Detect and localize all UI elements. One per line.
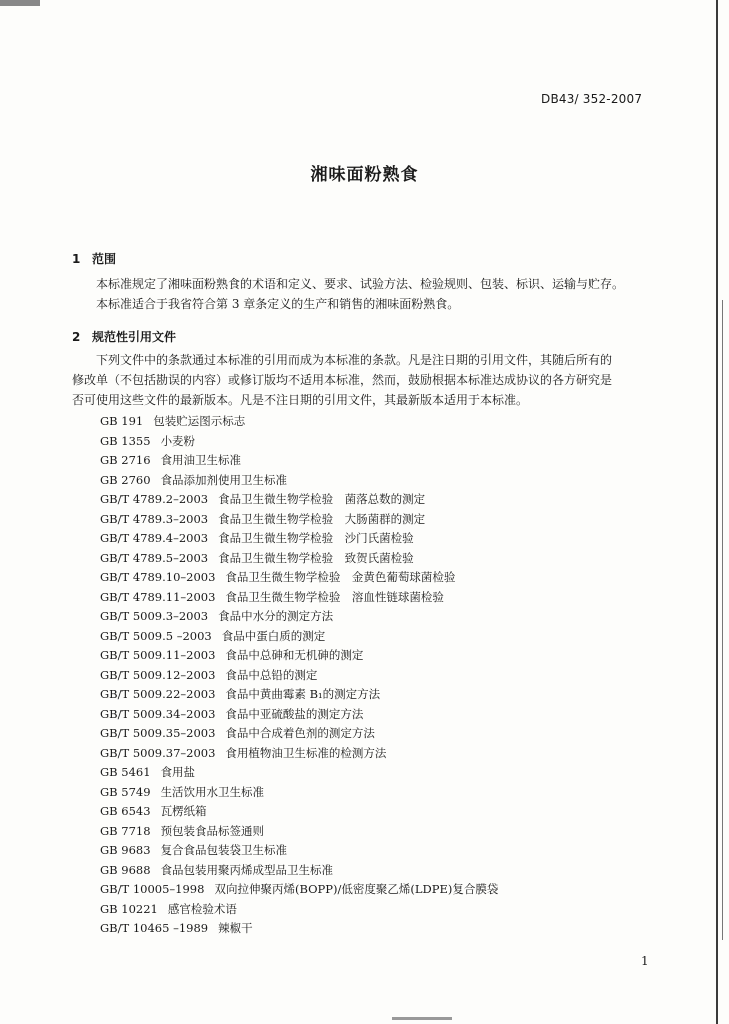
reference-item	[100, 900, 660, 920]
reference-code: GB/T 4789.5–2003	[100, 550, 209, 565]
reference-code: GB 191	[100, 414, 144, 428]
reference-code: GB/T 5009.35–2003	[100, 726, 216, 740]
reference-title: 食品中总铅的测定	[225, 667, 318, 682]
document-code: DB43/ 352-2007	[541, 92, 643, 106]
section-2-heading	[72, 328, 176, 345]
reference-item	[100, 627, 660, 647]
reference-title: 食品添加剂使用卫生标准	[160, 472, 288, 487]
reference-code: GB/T 5009.37–2003	[100, 745, 216, 760]
reference-code: GB 2760	[100, 472, 151, 487]
reference-title: 食品中合成着色剂的测定方法	[225, 726, 375, 740]
reference-title: 食品中亚硫酸盐的测定方法	[225, 706, 364, 721]
reference-item	[100, 841, 660, 861]
reference-item	[100, 412, 660, 432]
reference-item	[100, 724, 660, 744]
section-2-intro-line-1: 下列文件中的条款通过本标准的引用而成为本标准的条款。凡是注日期的引用文件，其随后所有的	[96, 353, 613, 367]
reference-title: 食品卫生微生物学检验 金黄色葡萄球菌检验	[225, 570, 456, 584]
reference-code: GB 5749	[100, 784, 151, 799]
reference-code: GB 9683	[100, 843, 151, 857]
reference-code: GB 7718	[100, 823, 151, 838]
reference-code: GB 1355	[100, 433, 151, 448]
reference-code: GB/T 4789.3–2003	[100, 511, 209, 526]
reference-item	[100, 685, 660, 705]
reference-item	[100, 646, 660, 666]
reference-item	[100, 763, 660, 783]
reference-item	[100, 802, 660, 822]
scan-edge-line-secondary	[722, 300, 723, 940]
reference-item	[100, 919, 660, 939]
reference-code: GB/T 10005–1998	[100, 882, 205, 896]
reference-item	[100, 510, 660, 530]
reference-code: GB/T 5009.5 –2003	[100, 628, 212, 643]
reference-title: 感官检验术语	[167, 901, 237, 916]
reference-item	[100, 432, 660, 452]
reference-item	[100, 490, 660, 510]
reference-code: GB 6543	[100, 804, 151, 818]
reference-item	[100, 529, 660, 549]
reference-title: 食品中蛋白质的测定	[221, 628, 326, 643]
scan-artifact-top	[0, 0, 40, 6]
reference-code: GB 2716	[100, 453, 151, 467]
reference-code: GB/T 5009.12–2003	[100, 667, 216, 682]
section-1-paragraph-1: 本标准规定了湘味面粉熟食的术语和定义、要求、试验方法、检验规则、包装、标识、运输与贮存。	[96, 277, 625, 291]
reference-title: 瓦楞纸箱	[160, 804, 207, 818]
reference-title: 食品卫生微生物学检验 菌落总数的测定	[218, 492, 426, 506]
reference-title: 双向拉伸聚丙烯(BOPP)/低密度聚乙烯(LDPE)复合膜袋	[214, 882, 499, 896]
reference-item	[100, 588, 660, 608]
reference-title: 食品卫生微生物学检验 沙门氏菌检验	[218, 531, 414, 545]
reference-code: GB/T 5009.11–2003	[100, 648, 216, 662]
reference-item	[100, 607, 660, 627]
reference-title: 食品卫生微生物学检验 致贺氏菌检验	[218, 550, 414, 565]
section-2-title: 规范性引用文件	[92, 330, 177, 344]
reference-item	[100, 451, 660, 471]
section-2-intro-line-3: 否可使用这些文件的最新版本。凡是不注日期的引用文件，其最新版本适用于本标准。	[72, 393, 529, 407]
section-1-title: 范围	[92, 252, 117, 266]
reference-item	[100, 880, 660, 900]
section-1-heading	[72, 250, 116, 267]
reference-item	[100, 568, 660, 588]
reference-title: 食品中水分的测定方法	[218, 609, 334, 623]
page-number: 1	[641, 954, 649, 968]
document-title: 湘味面粉熟食	[310, 165, 419, 185]
reference-code: GB/T 5009.22–2003	[100, 687, 216, 701]
reference-item	[100, 783, 660, 803]
reference-title: 食品卫生微生物学检验 大肠菌群的测定	[218, 511, 426, 526]
section-2-number: 2	[72, 330, 81, 344]
scan-edge-line	[716, 0, 718, 1024]
reference-title: 食品中总砷和无机砷的测定	[225, 648, 364, 662]
reference-list	[100, 412, 660, 939]
reference-item	[100, 744, 660, 764]
reference-title: 食品卫生微生物学检验 溶血性链球菌检验	[225, 589, 444, 604]
reference-title: 包装贮运图示标志	[153, 414, 246, 428]
reference-code: GB/T 5009.34–2003	[100, 706, 216, 721]
section-2-intro-line-2: 修改单（不包括勘误的内容）或修订版均不适用本标准，然而，鼓励根据本标准达成协议的各方研究是	[72, 373, 613, 387]
reference-item	[100, 549, 660, 569]
reference-item	[100, 666, 660, 686]
reference-code: GB/T 5009.3–2003	[100, 609, 209, 623]
reference-item	[100, 861, 660, 881]
reference-title: 小麦粉	[160, 433, 196, 448]
reference-title: 辣椒干	[218, 921, 253, 935]
reference-title: 预包装食品标签通则	[160, 823, 265, 838]
section-1-number: 1	[72, 252, 81, 266]
reference-title: 食用盐	[160, 765, 196, 779]
scan-artifact-bottom	[392, 1017, 452, 1020]
reference-code: GB/T 4789.2–2003	[100, 492, 209, 506]
reference-title: 食用植物油卫生标准的检测方法	[225, 745, 387, 760]
reference-title: 生活饮用水卫生标准	[160, 784, 265, 799]
reference-title: 食品中黄曲霉素 B₁的测定方法	[225, 687, 381, 701]
reference-item	[100, 822, 660, 842]
reference-title: 复合食品包装袋卫生标准	[160, 843, 288, 857]
reference-title: 食用油卫生标准	[160, 453, 242, 467]
reference-item	[100, 471, 660, 491]
reference-code: GB 10221	[100, 901, 158, 916]
reference-item	[100, 705, 660, 725]
reference-code: GB/T 4789.10–2003	[100, 570, 216, 584]
reference-code: GB 5461	[100, 765, 151, 779]
section-1-paragraph-2: 本标准适合于我省符合第 3 章条定义的生产和销售的湘味面粉熟食。	[96, 297, 460, 311]
reference-code: GB/T 4789.4–2003	[100, 531, 209, 545]
reference-code: GB 9688	[100, 862, 151, 877]
reference-title: 食品包装用聚丙烯成型品卫生标准	[160, 862, 334, 877]
reference-code: GB/T 4789.11–2003	[100, 589, 216, 604]
reference-code: GB/T 10465 –1989	[100, 921, 209, 935]
